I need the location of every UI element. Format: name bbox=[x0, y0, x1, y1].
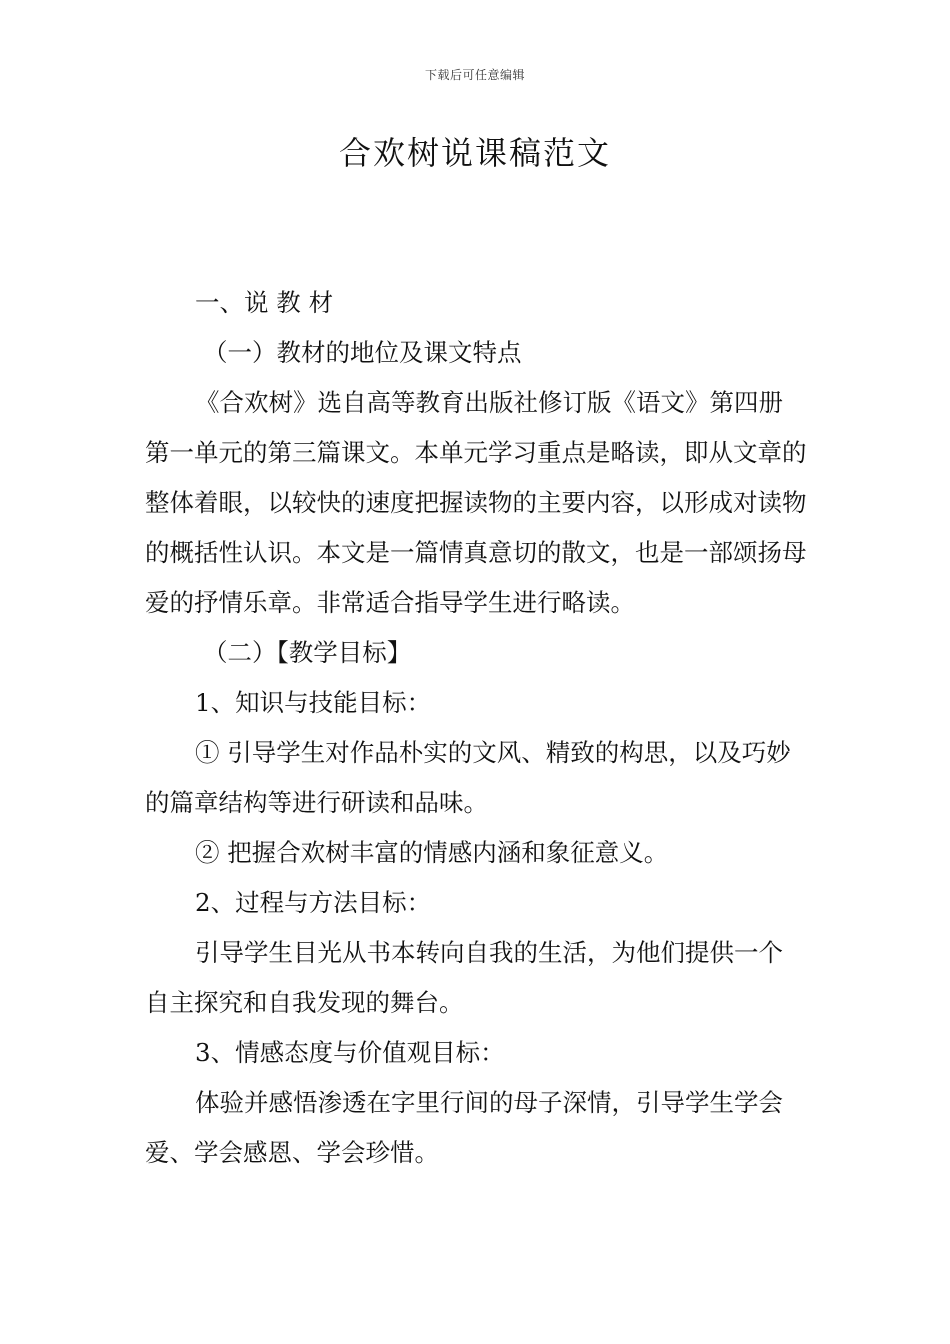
goal-item-1: ① 引导学生对作品朴实的文风、精致的构思，以及巧妙的篇章结构等进行研读和品味。 bbox=[145, 738, 791, 817]
goal-heading-emotion: 3、情感态度与价值观目标： bbox=[195, 1038, 505, 1067]
section-heading-textbook: 一、说 教 材 bbox=[195, 288, 334, 317]
goal-heading-knowledge: 1、知识与技能目标： bbox=[195, 688, 432, 717]
document-title: 合欢树说课稿范文 bbox=[338, 134, 611, 172]
goal-heading-process: 2、过程与方法目标： bbox=[195, 888, 432, 917]
goal-item-2: ② 把握合欢树丰富的情感内涵和象征意义。 bbox=[195, 838, 669, 867]
paragraph-intro: 《合欢树》选自高等教育出版社修订版《语文》第四册第一单元的第三篇课文。本单元学习重点是略读，即从文章的整体着眼，以较快的速度把握读物的主要内容，以形成对读物的概括性认识。本文是一篇情真意切的散文，也是一部颂扬母爱的抒情乐章。非常适合指导学生进行略读。 bbox=[145, 388, 807, 617]
document-body bbox=[145, 278, 807, 1178]
subsection-heading-goals: （二）【教学目标】 bbox=[203, 638, 412, 667]
header-note: 下载后可任意编辑 bbox=[424, 68, 525, 82]
goal-text-emotion: 体验并感悟渗透在字里行间的母子深情，引导学生学会爱、学会感恩、学会珍惜。 bbox=[145, 1088, 783, 1167]
goal-text-process: 引导学生目光从书本转向自我的生活，为他们提供一个自主探究和自我发现的舞台。 bbox=[145, 938, 783, 1017]
subsection-heading-status: （一）教材的地位及课文特点 bbox=[203, 338, 522, 367]
